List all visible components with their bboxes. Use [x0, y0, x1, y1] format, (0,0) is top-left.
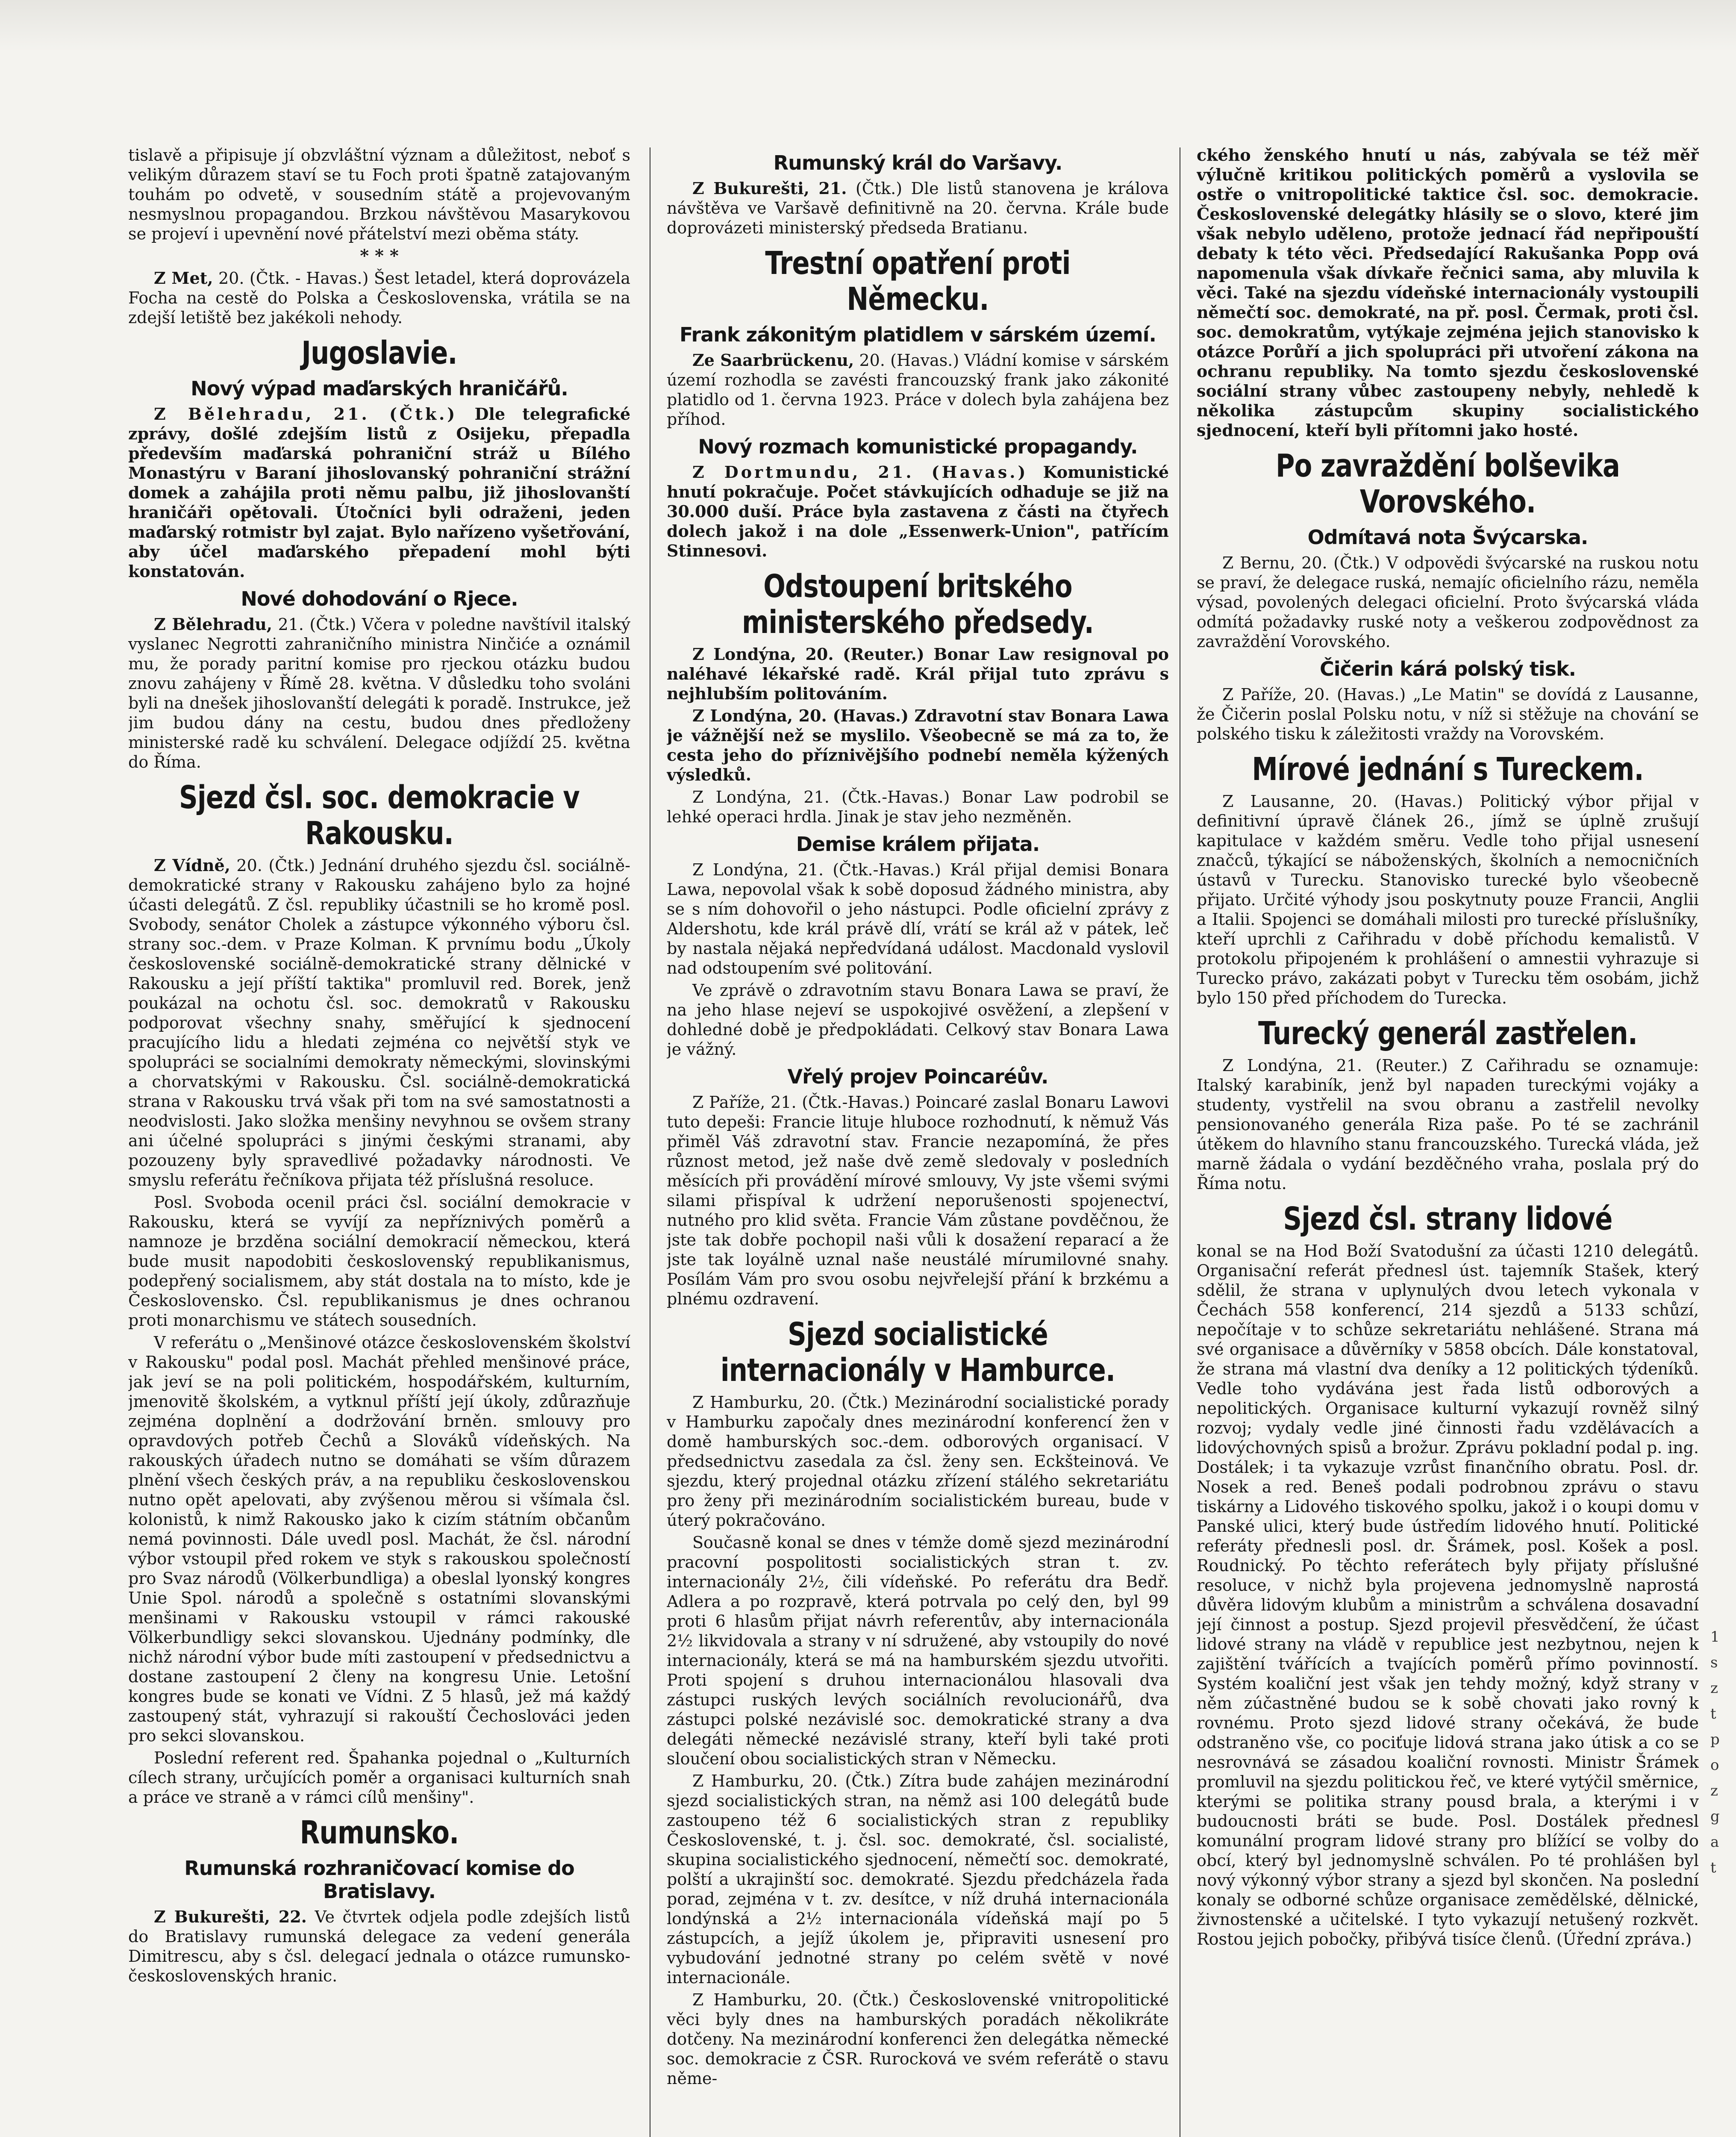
- section-heading: Po zavraždění bolševika Vorovského.: [1275, 447, 1620, 520]
- column-3: [1197, 145, 1699, 2137]
- article-headline: Čičerin kárá polský tisk.: [1319, 657, 1576, 680]
- paragraph: Ve zprávě o zdravotním stavu Bonara Lawa se praví, že na jeho hlase nejeví se uspokojivé osvěžení, a zlepšení v dohledné době je předpokládati. Celkový stav Bonara Lawa je vážný.: [667, 981, 1169, 1059]
- edge-mark: z: [1710, 1680, 1718, 1697]
- paragraph: Z Met, 20. (Čtk. - Havas.) Šest letadel, která doprovázela Focha na cestě do Polska a Československa, vrátila se na zdejší letiště bez jakékoli nehody.: [128, 268, 630, 327]
- article-headline: Rumunský král do Varšavy.: [773, 151, 1062, 174]
- paragraph: Z Londýna, 20. (Reuter.) Bonar Law resignoval po naléhavé lékařské radě. Král přijal tuto zprávu s nejhlubším politováním.: [667, 645, 1169, 703]
- paragraph: Z Lausanne, 20. (Havas.) Politický výbor přijal v definitivní úpravě článek 26., jímž se úplně zrušují kapitulace v každém směru. Vedle toho přijal usnesení značců, týkající se náboženských, školních a nemocničních ústavů v Turecku. Stanovisko turecké bylo všeobecně přijato. Určité výhody jsou poskytnuty pouze Francii, Anglii a Italii. Spojenci se domáhali milosti pro turecké příslušníky, kteří uprchli z Cařihradu v době příchodu kemalistů. V protokolu připojeném k prohlášení o amnestii vyhrazuje si Turecko právo, zakázati pobyt v Turecku těm osobám, jichž bylo 150 před příchodem do Turecka.: [1197, 792, 1699, 1007]
- section-heading: Sjezd socialistické internacionály v Hamburce.: [720, 1316, 1115, 1389]
- section-heading: Sjezd čsl. strany lidové: [1283, 1201, 1612, 1237]
- page-crease-shadow: [0, 0, 1736, 51]
- paragraph: Z Londýna, 21. (Čtk.-Havas.) Bonar Law podrobil se lehké operaci hrdla. Jinak je stav jeho nezměněn.: [667, 788, 1169, 826]
- paragraph: ckého ženského hnutí u nás, zabývala se též měř výlučně kritikou politických poměrů a vyslovila se ostře o vnitropolitické taktice čsl. soc. demokracie. Československé delegátky hlásily se o slovo, které jim však nebylo uděleno, protože jednací řád nepřipouští debaty k této věci. Předsedající Rakušanka Popp ová napomenula však dívkaře řečnici sama, aby mluvila k věci. Také na sjezdu vídeňské internacionály vystoupili němečtí soc. demokraté, na př. posl. Čermak, proti čsl. soc. demokratům, vytýkaje zejména jejich stanovisko k otázce Porůří a jich spolupráci při utvoření zákona na ochranu republiky. Na tomto sjezdu československé sociální strany vůbec zastoupeny nebyly, nehledě k několika zástupcům skupiny socialistického sjednocení, kteří byli přítomni jako hosté.: [1197, 145, 1699, 440]
- edge-mark: p: [1710, 1731, 1720, 1748]
- paragraph: V referátu o „Menšinové otázce československém školství v Rakousku" podal posl. Machát přehled menšinové práce, jak jeví se na poli politickém, hospodářském, kulturním, jmenovitě školském, a vytknul příští její úkoly, zdůrazňuje zejména doplnění a dodržování brněn. smlouvy pro opravdových potřeb Čechů a Slováků vídeňských. Na rakouských úřadech nutno se domáhati se vším důrazem plnění všech českých práv, a na republiku československou nutno opět apelovati, aby zvýšenou měrou si všímala čsl. kolonistů, k nimž Rakousko jako k cizím státním občanům nemá povinnosti. Dále uvedl posl. Machát, že čsl. národní výbor vstoupil před rokem ve styk s rakouskou společností pro Svaz národů (Völkerbundliga) a obeslal lyonský kongres Unie Spol. národů a společně s ostatními slovanskými menšinami v Rakousku vstoupil v rámci rakouské Völkerbundligy sekci slovanskou. Ujednány podmínky, dle nichž národní výbor bude míti zastoupení v předsednictvu a dostane zastoupení 2 členy na kongresu Unie. Letošní kongres bude se konati ve Vídni. Z 5 hlasů, jež má každý zastoupený stát, vyhrazují si rakouští Čechoslováci jeden pro sekci slovanskou.: [128, 1333, 630, 1745]
- page-edge-marks: [1710, 1624, 1727, 1881]
- paragraph: Z Hamburku, 20. (Čtk.) Mezinárodní socialistické porady v Hamburku započaly dnes mezinárodní konferencí žen v domě hamburských soc.-dem. odborových organisací. V předsednictvu zasedala za čsl. ženy sen. Eckšteinová. Ve sjezdu, který projednal otázku zřízení stálého sekretariátu pro ženy při mezinárodním socialistickém bureau, bude v úterý pokračováno.: [667, 1393, 1169, 1530]
- article-headline: Demise králem přijata.: [796, 833, 1040, 856]
- paragraph: Z Bukurešti, 22. Ve čtvrtek odjela podle zdejších listů do Bratislavy rumunská delegace za vedení generála Dimitrescu, aby s čsl. delegací jednala o otázce rumunsko-československých hranic.: [128, 1907, 630, 1985]
- paragraph: Z Paříže, 20. (Havas.) „Le Matin" se dovídá z Lausanne, že Čičerin poslal Polsku notu, v níž si stěžuje na chování se polského tisku k záležitosti vraždy na Vorovském.: [1197, 685, 1699, 743]
- article-headline: Odmítavá nota Švýcarska.: [1307, 526, 1588, 549]
- edge-mark: t: [1710, 1859, 1716, 1876]
- article-headline: Nový rozmach komunistické propagandy.: [698, 435, 1138, 458]
- section-separator: * * *: [360, 246, 399, 266]
- paragraph: Z Hamburku, 20. (Čtk.) Československé vnitropolitické věci byly dnes na hamburských poradách několikráte dotčeny. Na mezinárodní konferenci žen delegátka německé soc. demokracie z ČSR. Rurocková ve svém referátě o stavu něme-: [667, 1990, 1169, 2088]
- paragraph: Z Bělehradu, 21. (Čtk.) Včera v poledne navštívil italský vyslanec Negrotti zahraničního ministra Ninčiće a oznámil mu, že porady paritní komise pro rjeckou otázku budou znovu zahájeny v Římě 28. května. V důsledku toho svoláni byli na dnešek jihoslovanští delegáti k poradě. Instrukce, jež jim budou dány na cestu, budou dnes předloženy ministerské radě ku schválení. Delegace odjíždí 25. května do Říma.: [128, 615, 630, 771]
- paragraph: konal se na Hod Boží Svatodušní za účasti 1210 delegátů. Organisační referát přednesl úst. tajemník Stašek, který sdělil, že strana v uplynulých dvou letech vykonala v Čechách 558 konferencí, 214 sjezdů a 5133 schůzí, nepočítaje v to schůze sekretariátu nehlášené. Strana má své organisace a důvěrníky v 5858 obcích. Dále konstatoval, že strana má vlastní dva deníky a 12 politických týdeníků. Vedle toho vydávána jest řada listů odborových a nepolitických. Organisace kulturní vykazují rovněž silný rozvoj; vydaly vedle jiné činnosti řadu vzdělávacích a lidovýchovných spisů a brožur. Zprávu pokladní podal p. ing. Dostálek; i ta vykazuje vzrůst finančního obratu. Posl. dr. Nosek a red. Beneš podali podrobnou zprávu o stavu tiskárny a Lidového tiskového spolku, jakož i o koupi domu v Panské ulici, který bude ústředím lidového hnutí. Politické referáty přednesli posl. dr. Šrámek, posl. Košek a posl. Roudnický. Po těchto referátech byly přijaty příslušné resoluce, v nichž byla projevena jednomyslně naprostá důvěra lidovým klubům a ministrům a schválena dosavadní její činnost a postup. Sjezd projevil přesvědčení, že účast lidové strany na vládě v republice jest nezbytnou, nejen k zajištění tvářících a tvajících poměrů přímo povinností. Systém koaliční jest však jen tehdy možný, když strany v něm zúčastněné budou se k sobě chovati jako rovný k rovnému. Proto sjezd lidové strany očekává, že bude odstraněno vše, co pociťuje lidová strana jako útisk a co se nesrovnává se zásadou koaliční rovnosti. Ministr Šrámek promluvil na sjezdu politickou řeč, ve které vytýčil směrnice, kterými se politika strany pousd brala, a kterými i v budoucnosti bráti se bude. Posl. Dostálek přednesl komunální program lidové strany pro blížící se volby do obcí, který byl jednomyslně schválen. Po té prohlášen byl nový výkonný výbor strany a sjezd byl skončen. Na poslední konaly se odborné schůze organisace zemědělské, dělnické, živnostenské a učitelské. I tyto vykazují netušený rozkvět. Rostou jejich pobočky, přibývá tisíce členů. (Úřední zpráva.): [1197, 1242, 1699, 1949]
- edge-mark: a: [1710, 1834, 1719, 1851]
- edge-mark: z: [1710, 1782, 1718, 1799]
- paragraph: Z Paříže, 21. (Čtk.-Havas.) Poincaré zaslal Bonaru Lawovi tuto depeši: Francie lituje hluboce rozhodnutí, k němuž Vás přiměl Váš zdravotní stav. Francie nezapomíná, že přes různost metod, jež naše dvě země sledovaly v posledních měsících při provádění mírové smlouvy, Vy jste všemi svými silami přispíval k udržení neporušenosti spojenectví, nutného pro klid světa. Francie Vám zůstane povděčnou, že jste tak dobře pochopil naši vůli k dosažení reparací a že jste tak loyálně uznal naše neustálé mírumilovné snahy. Posílám Vám pro svou osobu nejvřelejší přání k brzkému a plnému ozdravení.: [667, 1093, 1169, 1308]
- edge-mark: 1: [1710, 1628, 1720, 1645]
- paragraph: Z Vídně, 20. (Čtk.) Jednání druhého sjezdu čsl. sociálně-demokratické strany v Rakousku zahájeno bylo za hojné účasti delegátů. Z čsl. republiky účastnili se ho kromě posl. Svobody, senátor Cholek a zástupce výkonného výboru čsl. strany soc.-dem. v Praze Kolman. K prvnímu bodu „Úkoly československé sociálně-demokratické strany dělnické v Rakousku a její příští taktika" promluvil red. Borek, jenž poukázal na ochotu čsl. soc. demokratů v Rakousku podporovat všechny snahy, směřující k sjednocení pracujícího lidu a hledati zejména co největší styk ve spolupráci se socialními demokraty německými, slovinskými a chorvatskými v Rakousku. Čsl. sociálně-demokratická strana v Rakousku trvá však při tom na své samostatnosti a neodvislosti. Jako složka menšiny nevyhnou se ovšem strany ani účelné spolupráci s jinými českými stranami, aby pozouzeny byly spravedlivé požadavky národnosti. Ve smyslu referátu řečníkova přijata též příslušná resoluce.: [128, 856, 630, 1189]
- edge-mark: g: [1710, 1808, 1720, 1825]
- section-heading: Turecký generál zastřelen.: [1258, 1015, 1638, 1052]
- edge-mark: s: [1710, 1654, 1718, 1671]
- edge-mark: t: [1710, 1705, 1716, 1722]
- paragraph: Z Bernu, 20. (Čtk.) V odpovědi švýcarské na ruskou notu se praví, že delegace ruská, nemajíc oficielního rázu, neměla výsad, povolených delegaci oficielní. Proto švýcarská vláda odmítá požadavky ruské noty a veškerou zodpovědnost za zavraždění Vorovského.: [1197, 553, 1699, 651]
- paragraph: Ze Saarbrückenu, 20. (Havas.) Vládní komise v sárském území rozhodla se zavésti francouzský frank jako zákonité platidlo od 1. června 1923. Práce v dolech byla zahájena bez příhod.: [667, 350, 1169, 429]
- edge-mark: o: [1710, 1757, 1719, 1774]
- paragraph: Z Bělehradu, 21. (Čtk.) Dle telegrafické zprávy, došlé zdejším listů z Osijeku, přepadla především maďarská pohraniční stráž u Bílého Monastýru v Baraní jihoslovanský pohraniční strážní domek a zahájila proti němu palbu, již jihoslovanští hraničáři opětovali. Útočníci byli odraženi, jeden maďarský rotmistr byl zajat. Bylo nařízeno vyšetřování, aby účel maďarského přepadení mohl býti konstatován.: [128, 404, 630, 581]
- paragraph: Z Londýna, 20. (Havas.) Zdravotní stav Bonara Lawa je vážnější než se myslilo. Všeobecně se má za to, že cesta jeho do příznivějšího podnebí neměla kýžených výsledků.: [667, 706, 1169, 784]
- paragraph: Z Dortmundu, 21. (Havas.) Komunistické hnutí pokračuje. Počet stávkujících odhaduje se již na 30.000 duší. Práce byla zastavena z části na čtyřech dolech jakož i na dole „Essenwerk-Union", patřícím Stinnesovi.: [667, 462, 1169, 560]
- section-heading: Mírové jednání s Tureckem.: [1252, 751, 1644, 788]
- section-heading: Trestní opatření proti Německu.: [765, 245, 1071, 318]
- paragraph: Z Hamburku, 20. (Čtk.) Zítra bude zahájen mezinárodní sjezd socialistických stran, na němž asi 100 delegátů bude zastoupeno též 6 socialistických stran z republiky Československé, t. j. čsl. soc. demokraté, čsl. socialisté, skupina socialistického sjednocení, němečtí soc. demokraté, polští a ukrajinští soc. demokraté. Sjezdu předcházela řada porad, zejména v t. zv. desítce, v níž druhá internacionála londýnská a 2½ internacionála vídeňská mají po 5 zástupcích, a jejíž úkolem je, připraviti usnesení pro vybudování jednotné strany po celém světě v nové internacionále.: [667, 1772, 1169, 1987]
- article-headline: Nové dohodování o Rjece.: [241, 587, 518, 610]
- paragraph: Současně konal se dnes v témže domě sjezd mezinárodní pracovní pospolitosti socialistických stran t. zv. internacionály 2½, čili vídeňské. Po referátu dra Bedř. Adlera a po rozpravě, která potrvala po celý den, byl 99 proti 6 hlasům přijat návrh referentův, aby internacionála 2½ likvidovala a strany v ní sdružené, aby vstoupily do nové internacionály, která se má na hamburském sjezdu utvořiti. Proti spojení s druhou internacionálou hlasovali dva zástupci ruských levých sociálních revolucionářů, dva zástupci polské nezávislé soc. demokratické strany a dva delegáti německé nezávislé strany, kteří byli také proti sloučení obou socialistických stran v Německu.: [667, 1533, 1169, 1768]
- article-headline: Frank zákonitým platidlem v sárském území.: [680, 323, 1156, 346]
- column-1: [128, 145, 630, 2137]
- paragraph: Z Londýna, 21. (Čtk.-Havas.) Král přijal demisi Bonara Lawa, nepovolal však k sobě doposud žádného ministra, aby se s ním dohovořil o jeho nástupci. Podle oficielní zprávy z Aldershotu, kde král právě dlí, vrátí se král až v pátek, leč by nastala nějaká nepředvídaná událost. Macdonald vyslovil nad odstoupením své politování.: [667, 860, 1169, 977]
- section-heading: Odstoupení britského ministerského předsedy.: [741, 568, 1094, 641]
- paragraph: tislavě a připisuje jí obzvláštní význam a důležitost, neboť s velikým důrazem staví se tu Foch proti špatně zatajovaným touhám po odvetě, v sousedním státě a projevovaným nesmyslnou propagandou. Brzkou návštěvou Masarykovou se projeví i upevnění nové přátelství mezi oběma státy.: [128, 146, 630, 243]
- article-headline: Vřelý projev Poincaréův.: [787, 1065, 1048, 1088]
- paragraph: Z Londýna, 21. (Reuter.) Z Cařihradu se oznamuje: Italský karabiník, jenž byl napaden tureckými vojáky a studenty, vystřelil na svou obranu a zastřelil nevolky pensionovaného generála Riza paše. Po té se zachránil útěkem do hlavního stanu francouzského. Turecká vláda, jež marně žádala o vydání bezděčného vraha, poslala prý do Říma notu.: [1197, 1056, 1699, 1193]
- section-heading: Jugoslavie.: [301, 335, 457, 371]
- article-headline: Nový výpad maďarských hraničářů.: [191, 377, 568, 400]
- paragraph: Poslední referent red. Špahanka pojednal o „Kulturních cílech strany, určujících poměr a organisaci kulturních snah a práce ve straně a v rámci cílů menšiny".: [128, 1748, 630, 1807]
- section-heading: Sjezd čsl. soc. demokracie v Rakousku.: [179, 779, 580, 852]
- column-2: [667, 145, 1169, 2137]
- section-heading: Rumunsko.: [300, 1814, 459, 1851]
- paragraph: Z Bukurešti, 21. (Čtk.) Dle listů stanovena je králova návštěva ve Varšavě definitivně na 20. června. Krále bude doprovázeti ministerský předseda Bratianu.: [667, 179, 1169, 237]
- article-headline: Rumunská rozhraničovací komise do Bratislavy.: [184, 1857, 574, 1903]
- paragraph: Posl. Svoboda ocenil práci čsl. sociální demokracie v Rakousku, která se vyvíjí za nepříznivých poměrů a namnoze je brzděna sociální demokracií německou, která bude musit napodobiti československý republikanismus, podepřený socialismem, aby stát dostala na to místo, kde je Československo. Čsl. republikanismus je dnes ochranou proti monarchismu ve státech sousedních.: [128, 1193, 630, 1330]
